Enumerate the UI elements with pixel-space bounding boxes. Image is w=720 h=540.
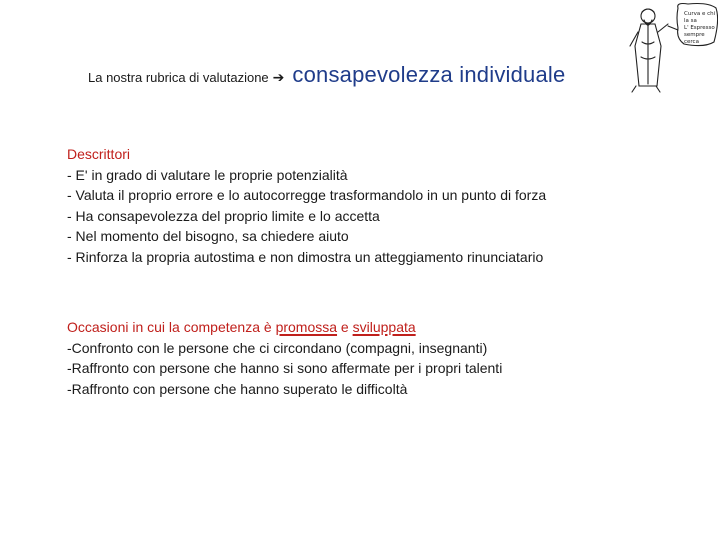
svg-text:cerca: cerca [684,39,699,45]
svg-text:L' Espresso: L' Espresso [684,25,715,31]
svg-text:Curva e chi: Curva e chi [684,11,716,17]
promossa-word: promossa [275,319,338,335]
list-item: -Raffronto con persone che hanno si sono affermate per i propri talenti [67,360,503,376]
list-item: - E' in grado di valutare le proprie potenzialità [67,166,348,183]
svg-text:sempre: sempre [684,32,705,38]
page-title: consapevolezza individuale [292,62,566,87]
philosopher-cartoon-icon [608,2,718,102]
sviluppata-word: sviluppata [352,319,416,335]
descrittori-heading: Descrittori [67,146,131,162]
list-item: - Nel momento del bisogno, sa chiedere aiuto [67,228,349,244]
svg-text:la sa: la sa [684,18,697,24]
list-item: - Rinforza la propria autostima e non dimostra un atteggiamento rinunciatario [67,248,544,265]
occasioni-heading [67,317,502,338]
list-item: -Confronto con le persone che ci circondano (compagni, insegnanti) [67,339,488,356]
list-item: - Valuta il proprio errore e lo autocorregge trasformandolo in un punto di forza [67,187,547,203]
descrittori-section [67,144,546,267]
list-item: - Ha consapevolezza del proprio limite e lo accetta [67,207,380,224]
list-item: -Raffronto con persone che hanno superato le difficoltà [67,380,408,397]
occasioni-heading-prefix: Occasioni in cui la competenza è [67,319,276,335]
occasioni-heading-mid: e [337,319,353,335]
title-row [88,62,565,88]
occasioni-section [67,317,502,399]
arrow-right-icon: ➔ [272,69,285,85]
subtitle: La nostra rubrica di valutazione [88,70,269,85]
